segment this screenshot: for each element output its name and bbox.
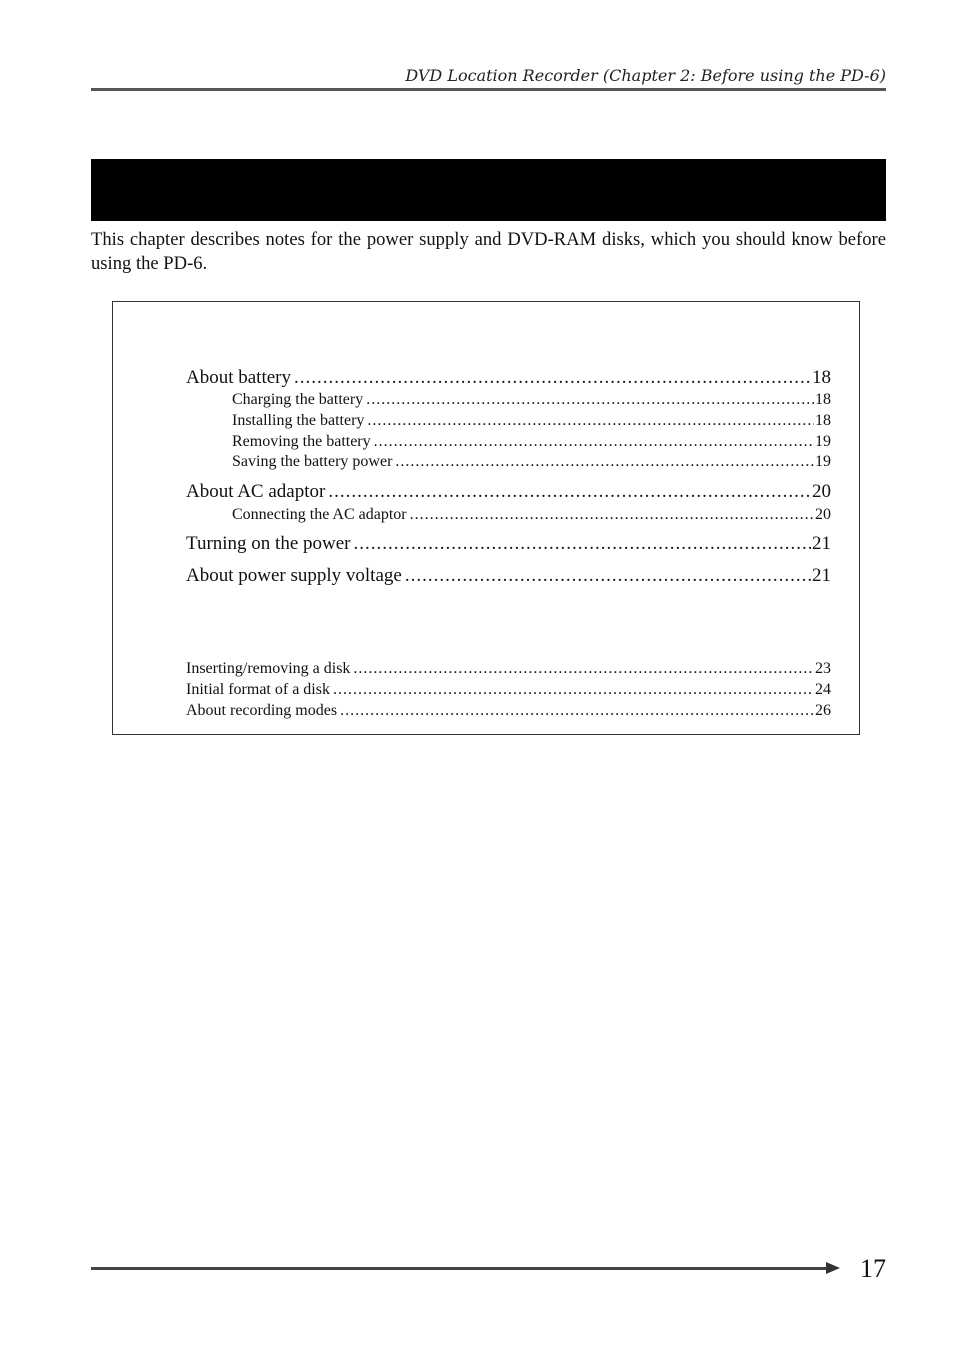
toc-entry-recording-modes[interactable]	[186, 702, 831, 720]
toc-entry-initial-format-disk[interactable]	[186, 681, 831, 699]
toc-entry-page: 26	[815, 702, 831, 719]
toc-entry-label: About AC adaptor	[186, 481, 326, 502]
arrow-right-icon	[826, 1262, 840, 1274]
toc-entry-about-battery[interactable]	[186, 367, 831, 389]
toc-leader	[340, 702, 814, 720]
toc-entry-page: 23	[815, 660, 831, 677]
toc-entry-page: 20	[815, 506, 831, 523]
toc-entry-page: 21	[812, 533, 831, 554]
toc-entry-page: 24	[815, 681, 831, 698]
header-rule	[91, 88, 886, 91]
toc-entry-label: About recording modes	[186, 702, 338, 719]
toc-entry-label: About power supply voltage	[186, 565, 402, 586]
toc-entry-about-ac-adaptor[interactable]	[186, 481, 831, 503]
toc-entry-page: 21	[812, 565, 831, 586]
page-number: 17	[860, 1254, 886, 1283]
toc-entry-saving-battery-power[interactable]	[232, 453, 831, 471]
toc-entry-label: Inserting/removing a disk	[186, 660, 351, 677]
toc-leader	[333, 681, 814, 699]
toc-entry-label: Installing the battery	[232, 412, 365, 429]
toc-entry-connecting-ac-adaptor[interactable]	[232, 506, 831, 524]
footer-rule	[91, 1267, 829, 1270]
toc-leader	[405, 565, 811, 587]
toc-entry-charging-battery[interactable]	[232, 391, 831, 409]
chapter-title-bar	[91, 159, 886, 221]
toc-entry-inserting-removing-disk[interactable]	[186, 660, 831, 678]
toc-leader	[328, 481, 811, 503]
toc-leader	[353, 660, 814, 678]
toc-leader	[395, 453, 814, 471]
chapter-intro: This chapter describes notes for the power supply and DVD-RAM disks, which you should know before using the PD-6.	[91, 229, 886, 274]
toc-entry-label: Turning on the power	[186, 533, 351, 554]
toc-entry-page: 19	[815, 453, 831, 470]
toc-entry-label: Removing the battery	[232, 433, 371, 450]
running-header: DVD Location Recorder (Chapter 2: Before using the PD-6)	[405, 66, 886, 85]
toc-entry-label: Saving the battery power	[232, 453, 393, 470]
toc-entry-label: Charging the battery	[232, 391, 364, 408]
toc-entry-installing-battery[interactable]	[232, 412, 831, 430]
toc-leader	[354, 533, 812, 555]
toc-leader	[367, 412, 814, 430]
toc-entry-page: 18	[815, 391, 831, 408]
toc-leader	[366, 391, 814, 409]
toc-entry-turning-on-power[interactable]	[186, 533, 831, 555]
toc-entry-label: Connecting the AC adaptor	[232, 506, 407, 523]
toc-entry-label: Initial format of a disk	[186, 681, 330, 698]
toc-entry-page: 18	[812, 367, 831, 388]
toc-entry-page: 20	[812, 481, 831, 502]
toc-entry-removing-battery[interactable]	[232, 433, 831, 451]
toc-entry-label: About battery	[186, 367, 292, 388]
toc-entry-page: 18	[815, 412, 831, 429]
toc-leader	[294, 367, 811, 389]
toc-leader	[374, 433, 814, 451]
toc-leader	[410, 506, 814, 524]
toc-entry-power-supply-voltage[interactable]	[186, 565, 831, 587]
toc-entry-page: 19	[815, 433, 831, 450]
